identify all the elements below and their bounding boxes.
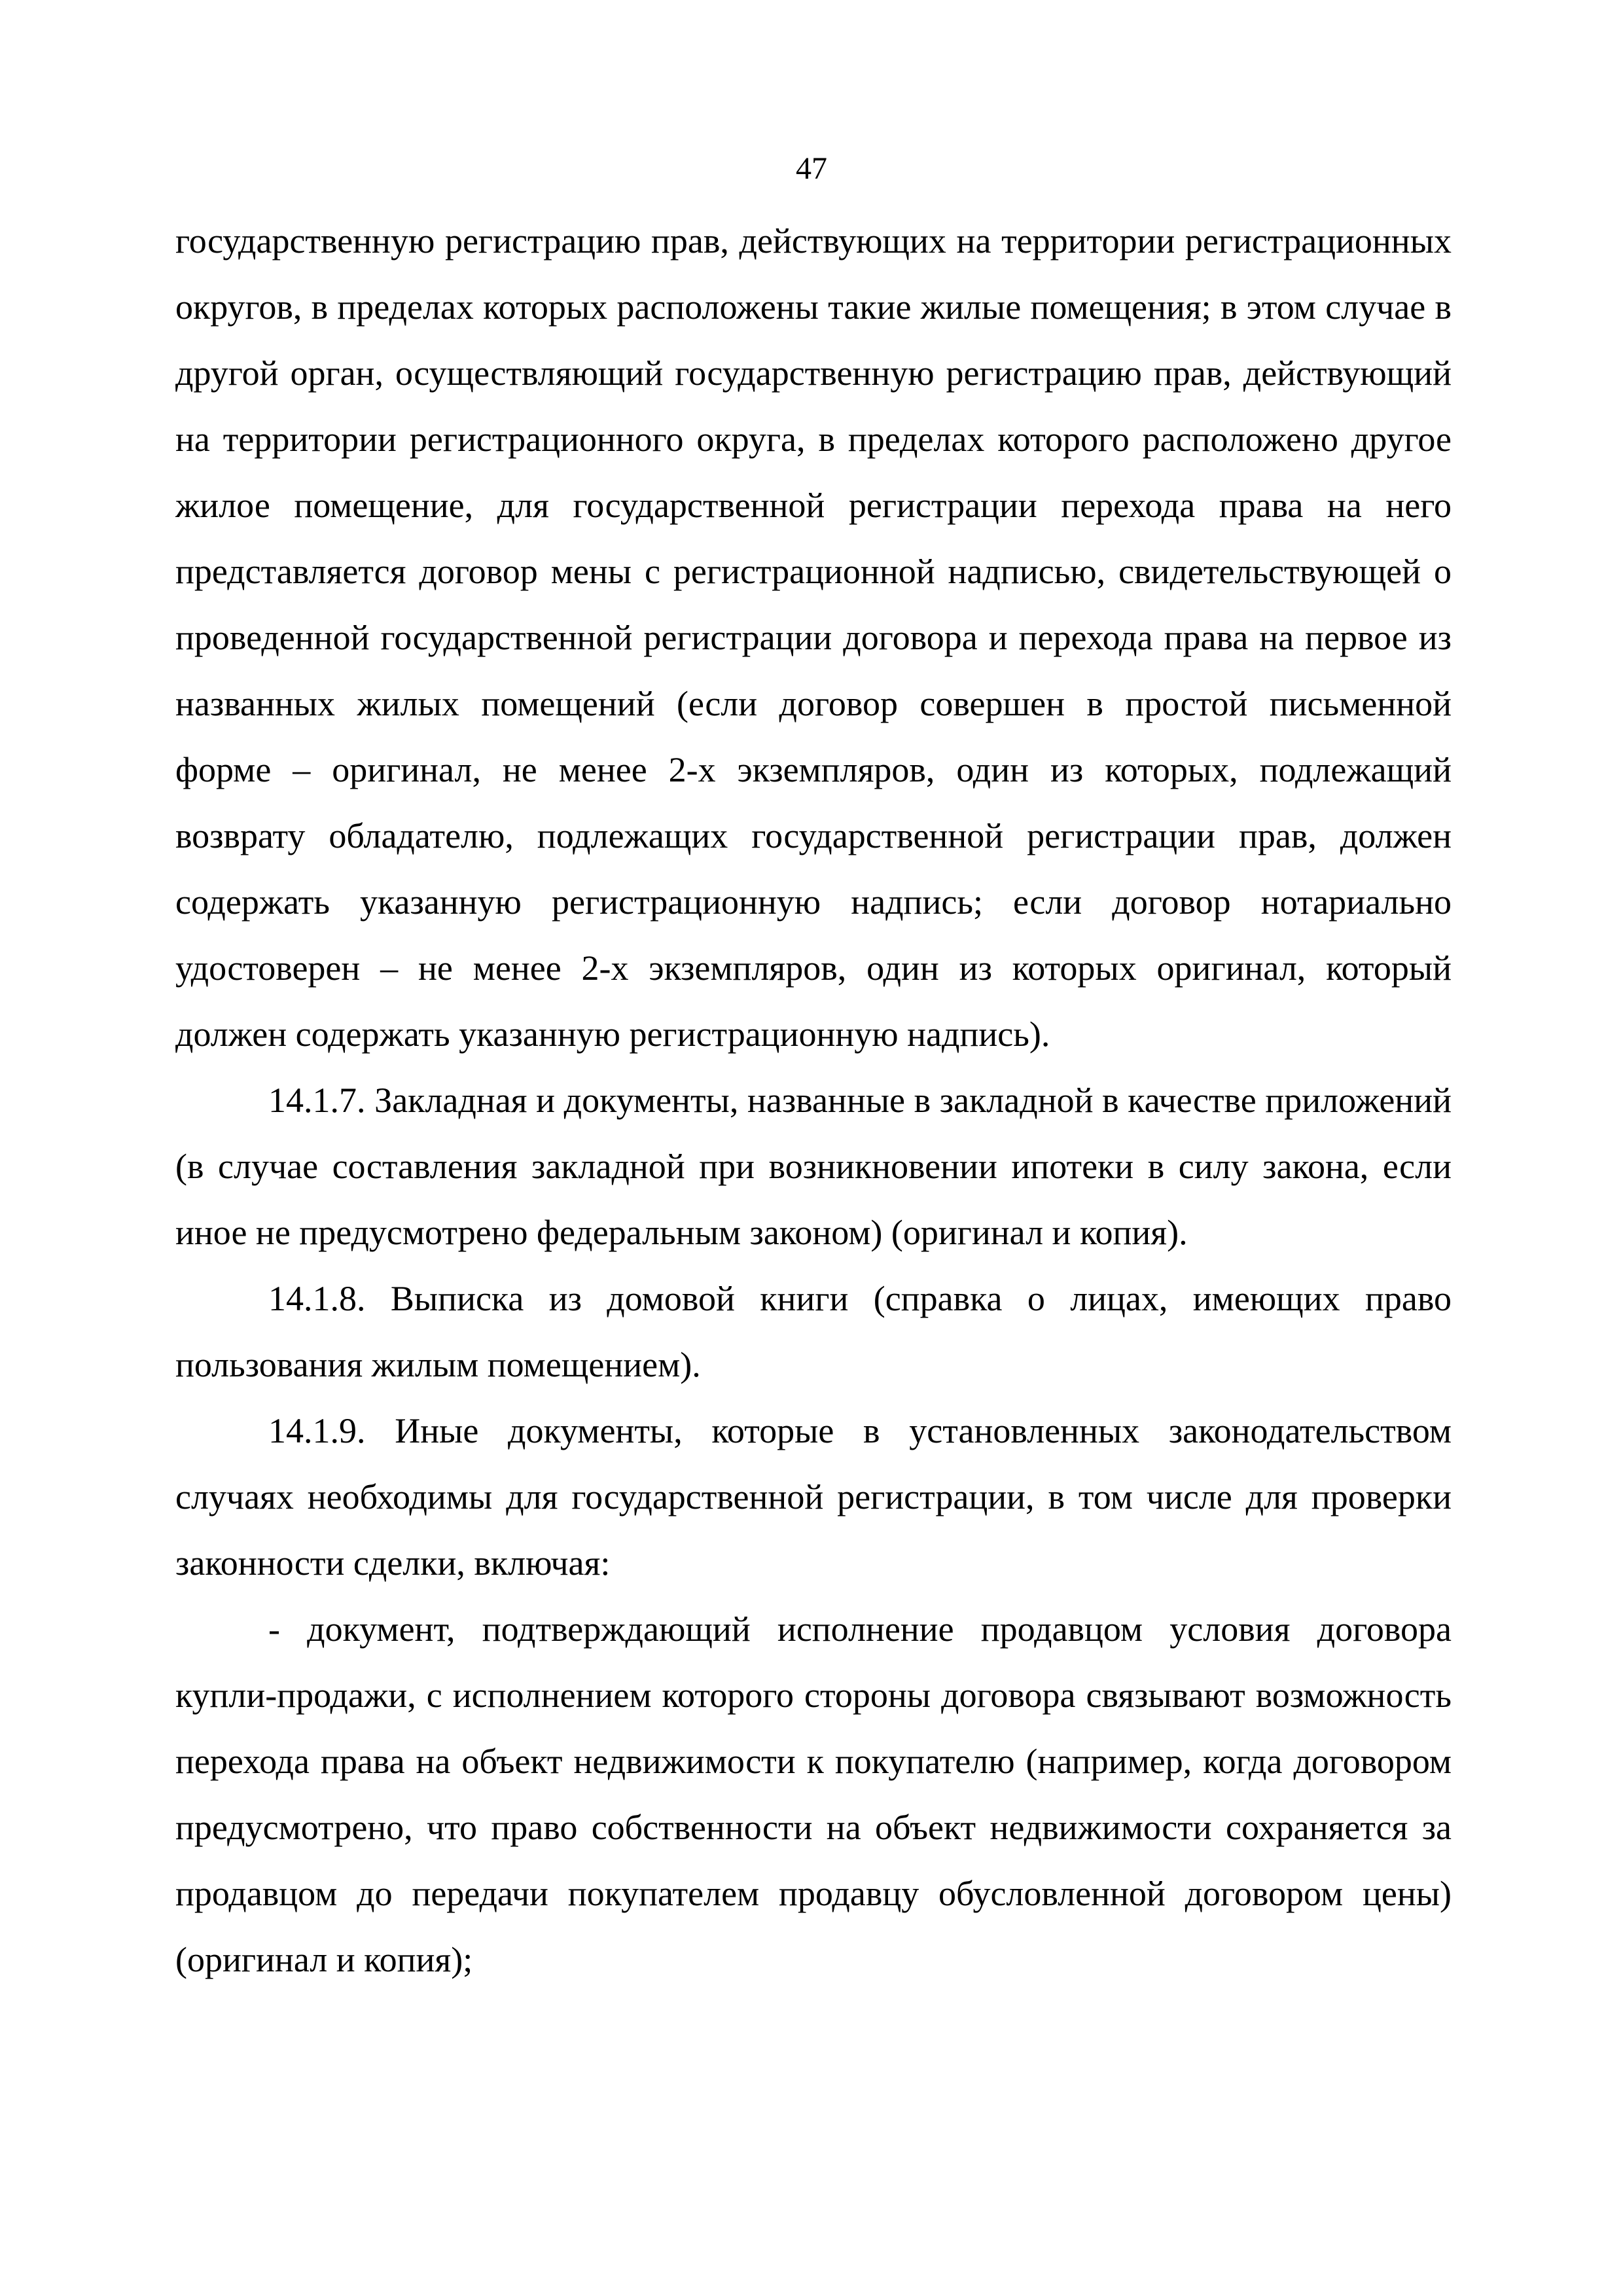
page-number: 47 — [796, 151, 827, 186]
paragraph-14-1-8: 14.1.8. Выписка из домовой книги (справка о лицах, имеющих право пользования жилым помещением). — [175, 1279, 1452, 1384]
paragraph-14-1-7: 14.1.7. Закладная и документы, названные в закладной в качестве приложений (в случае составления закладной при возникновении ипотеки в силу закона, если иное не предусмотрено федеральным законом) (оригинал и копия). — [175, 1081, 1452, 1252]
paragraph-continuation: государственную регистрацию прав, действующих на территории регистрационных округов, в пределах которых расположены такие жилые помещения; в этом случае в другой орган, осуществляющий государственную регистрацию прав, действующий на территории регистрационного округа, в пределах которого расположено другое жилое помещение, для государственной регистрации перехода права на него представляется договор мены с регистрационной надписью, свидетельствующей о проведенной государственной регистрации договора и перехода права на первое из названных жилых помещений (если договор совершен в простой письменной форме – оригинал, не менее 2-х экземпляров, один из которых, подлежащий возврату обладателю, подлежащих государственной регистрации прав, должен содержать указанную регистрационную надпись; если договор нотариально удостоверен – не менее 2-х экземпляров, один из которых оригинал, который должен содержать указанную регистрационную надпись). — [175, 221, 1452, 1054]
document-body — [175, 208, 1452, 1993]
paragraph-list-item: - документ, подтверждающий исполнение продавцом условия договора купли-продажи, с исполнением которого стороны договора связывают возможность перехода права на объект недвижимости к покупателю (например, когда договором предусмотрено, что право собственности на объект недвижимости сохраняется за продавцом до передачи покупателем продавцу обусловленной договором цены) (оригинал и копия); — [175, 1609, 1452, 1979]
paragraph-14-1-9: 14.1.9. Иные документы, которые в установленных законодательством случаях необходимы для государственной регистрации, в том числе для проверки законности сделки, включая: — [175, 1411, 1452, 1583]
